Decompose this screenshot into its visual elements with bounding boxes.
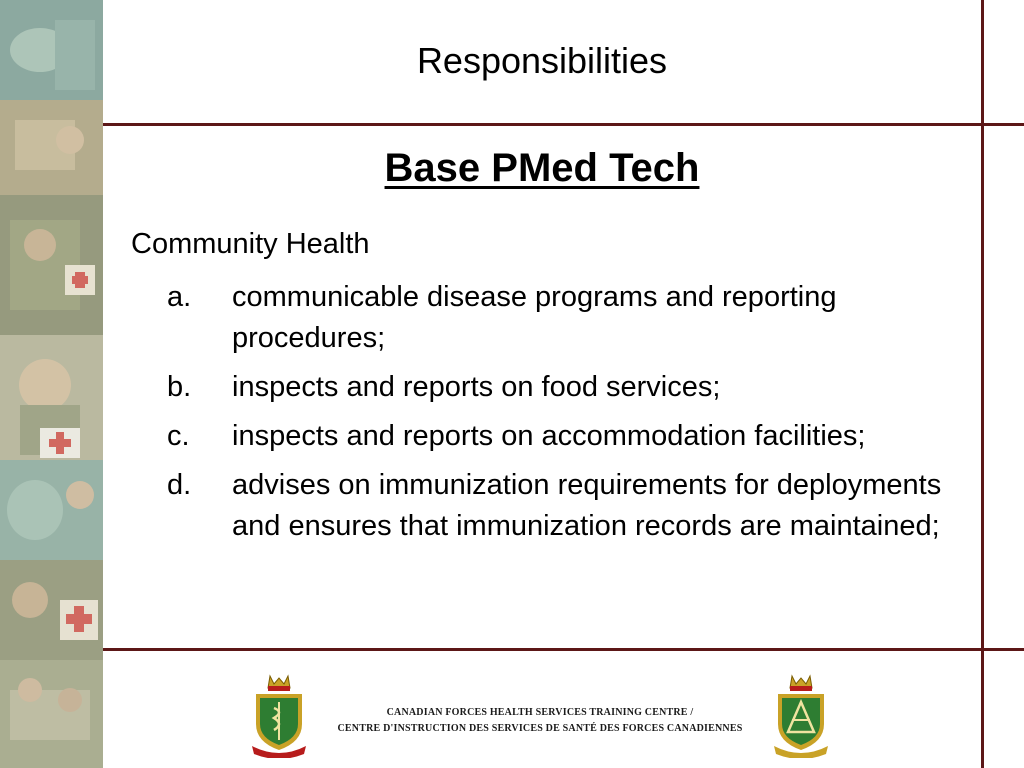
slide-subtitle-text: Base PMed Tech: [384, 146, 700, 190]
footer-line-english: CANADIAN FORCES HEALTH SERVICES TRAINING CENTRE /: [386, 707, 694, 718]
footer-line-french: CENTRE D'INSTRUCTION DES SERVICES DE SANTÉ DES FORCES CANADIENNES: [337, 723, 743, 734]
training-centre-crest-icon: [768, 672, 834, 763]
list-item: [131, 367, 961, 408]
list-item-marker: a.: [167, 281, 192, 313]
top-rule: [103, 123, 1024, 126]
list-item: [131, 465, 961, 547]
responsibility-list: [131, 277, 961, 555]
medical-crest-icon: [246, 672, 312, 763]
list-item-marker: b.: [167, 371, 192, 403]
list-item-text: communicable disease programs and reporting procedures;: [232, 281, 837, 354]
slide-title: Responsibilities: [416, 40, 668, 81]
list-item-text: inspects and reports on food services;: [232, 371, 721, 403]
list-item-text: advises on immunization requirements for deployments and ensures that immunization records are maintained;: [232, 469, 942, 542]
medical-personnel-photo-collage: [0, 0, 103, 768]
photo-collage-strip: [0, 0, 103, 768]
list-item-text: inspects and reports on accommodation facilities;: [232, 420, 866, 452]
list-item-marker: c.: [167, 420, 190, 452]
bottom-rule: [103, 648, 1024, 651]
list-item: [131, 416, 961, 457]
list-item-marker: d.: [167, 469, 192, 501]
slide-subtitle: [103, 146, 981, 191]
right-rule: [981, 0, 984, 768]
section-heading: Community Health: [131, 228, 370, 260]
list-item: [131, 277, 961, 359]
